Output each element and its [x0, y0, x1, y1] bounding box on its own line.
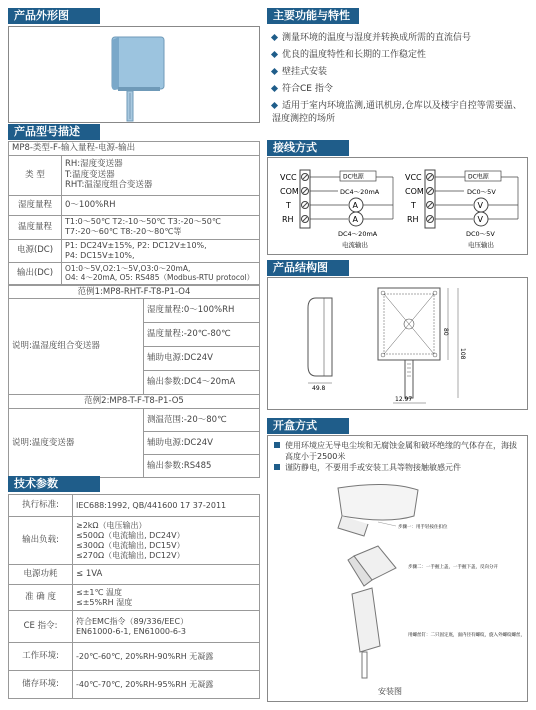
note-item: 使用环境应无导电尘埃和无腐蚀金属和破坏绝缘的气体存在，海拔高度小于2500米: [274, 440, 524, 462]
svg-text:电流输出: 电流输出: [342, 241, 368, 249]
svg-text:COM: COM: [405, 187, 424, 196]
feature-item: 适用于室内环境监测,通讯机房,仓库以及楼宇自控等需要温、湿度测控的场所: [272, 101, 522, 124]
structure-drawing: [268, 278, 527, 409]
svg-text:步骤一：用手轻按住扣位: 步骤一：用手轻按住扣位: [398, 525, 448, 530]
svg-text:V: V: [477, 201, 483, 210]
structure-frame: [267, 277, 528, 410]
feature-item: 壁挂式安装: [272, 66, 526, 79]
feature-item: 测量环境的温度与湿度并转换成所需的直流信号: [272, 32, 526, 45]
diamond-bullet-icon: [271, 68, 278, 75]
svg-text:VCC: VCC: [405, 173, 422, 182]
features-header: 主要功能与特性: [267, 8, 359, 24]
appearance-frame: [8, 26, 260, 123]
opening-frame: [267, 435, 528, 702]
svg-text:A: A: [352, 215, 358, 224]
row-label: 类 型: [9, 155, 62, 195]
wiring-diagram: [268, 158, 527, 254]
svg-text:DC0～5V: DC0～5V: [467, 188, 496, 196]
svg-text:VCC: VCC: [280, 173, 297, 182]
diamond-bullet-icon: [271, 85, 278, 92]
appearance-header: 产品外形图: [8, 8, 100, 24]
example1-title: 范例1:MP8-RHT-F-T8-P1-O4: [9, 285, 260, 299]
square-bullet-icon: [274, 464, 280, 470]
features-list: [272, 32, 526, 126]
svg-text:DC0～5V: DC0～5V: [466, 230, 495, 238]
install-drawing: [268, 476, 527, 702]
svg-text:T: T: [286, 201, 291, 210]
svg-text:DC电源: DC电源: [343, 173, 364, 181]
wiring-left: [280, 170, 393, 249]
model-table: MP8-类型-F-输入量程-电源-输出 类 型 RH:湿度变送器 T:温度变送器 RHT:温湿度组合变送器 湿度量程 0～100%RH 温度量程 T1:0～50℃ T2:-10～50℃ T3:-20～50℃ T7:-20～60℃ T8:-20～80℃等 电源(DC) P1: DC24V±15%, P2: DC12V±10%, P4: DC15V±10%, 输出(DC) O1:0～5V,O2:1～5V,O3:0～20mA, O4: 4～20mA, O5: RS485（Modbus-RTU protocol） 范例1:MP8-RHT-F-T8-P1-O4 说明:温湿度组合变送器 湿度量程:0～100%RH 温度量程:-20℃-80℃ 辅助电源:DC24V 输出参数:DC4～20mA 范例2:MP8-T-F-T8-P1-O5 说明:温度变送器 测温范围:-20～80℃ 辅助电源:DC24V 输出参数:RS485: [8, 141, 260, 478]
opening-notes: [274, 440, 524, 473]
model-header: 产品型号描述: [8, 124, 100, 140]
diamond-bullet-icon: [271, 34, 278, 41]
svg-text:COM: COM: [280, 187, 299, 196]
svg-text:T: T: [411, 201, 416, 210]
tech-table: 执行标准: IEC688:1992, QB/441600 17 37-2011 输出负载: ≥2kΩ（电压输出） ≤500Ω（电流输出, DC24V） ≤300Ω（电流输出, DC15V） ≤270Ω（电流输出, DC12V） 电源功耗 ≤ 1VA 准 确 度 ≤±1℃ 温度 ≤±5%RH 湿度 CE 指令: 符合EMC指令（89/336/EEC） EN61000-6-1, EN61000-6-3 工作环境: -20℃-60℃, 20%RH-90%RH 无凝露 储存环境: -40℃-70℃, 20%RH-95%RH 无凝露: [8, 494, 260, 699]
svg-text:DC4～20mA: DC4～20mA: [338, 230, 378, 238]
svg-text:V: V: [477, 215, 483, 224]
svg-text:12.97: 12.97: [395, 396, 413, 403]
product-image: [9, 27, 259, 122]
svg-text:80: 80: [442, 328, 449, 336]
svg-text:RH: RH: [282, 215, 294, 224]
svg-text:电压输出: 电压输出: [468, 241, 494, 249]
example2-title: 范例2:MP8-T-F-T8-P1-O5: [9, 395, 260, 409]
svg-text:步骤二：一手握上盖，一手握下盖，反向分开: 步骤二：一手握上盖，一手握下盖，反向分开: [408, 565, 498, 570]
svg-text:A: A: [352, 201, 358, 210]
svg-text:DC4～20mA: DC4～20mA: [340, 188, 380, 196]
diamond-bullet-icon: [271, 102, 278, 109]
wiring-frame: [267, 157, 528, 255]
example1-desc: 说明:温湿度组合变送器: [9, 299, 144, 395]
opening-header: 开盒方式: [267, 418, 349, 434]
diamond-bullet-icon: [271, 51, 278, 58]
wiring-header: 接线方式: [267, 140, 349, 156]
svg-text:安装图: 安装图: [378, 687, 402, 696]
svg-text:RH: RH: [407, 215, 419, 224]
note-item: 谨防静电，不要用手或安装工具等物接触敏感元件: [274, 462, 524, 473]
svg-text:108: 108: [459, 348, 466, 360]
feature-item: 优良的温度特性和长期的工作稳定性: [272, 49, 526, 62]
square-bullet-icon: [274, 442, 280, 448]
svg-text:DC电源: DC电源: [468, 173, 489, 181]
example2-desc: 说明:温度变送器: [9, 408, 144, 477]
svg-text:49.8: 49.8: [312, 385, 326, 392]
structure-header: 产品结构图: [267, 260, 349, 276]
wiring-right: [405, 170, 518, 249]
svg-text:用螺丝钉：二只固定底，面内径有螺纹，旋入外螺纹螺丝，: 用螺丝钉：二只固定底，面内径有螺纹，旋入外螺纹螺丝，: [408, 633, 525, 638]
model-pattern: MP8-类型-F-输入量程-电源-输出: [9, 142, 260, 156]
feature-item: 符合CE 指令: [272, 83, 526, 96]
tech-header: 技术参数: [8, 476, 100, 492]
